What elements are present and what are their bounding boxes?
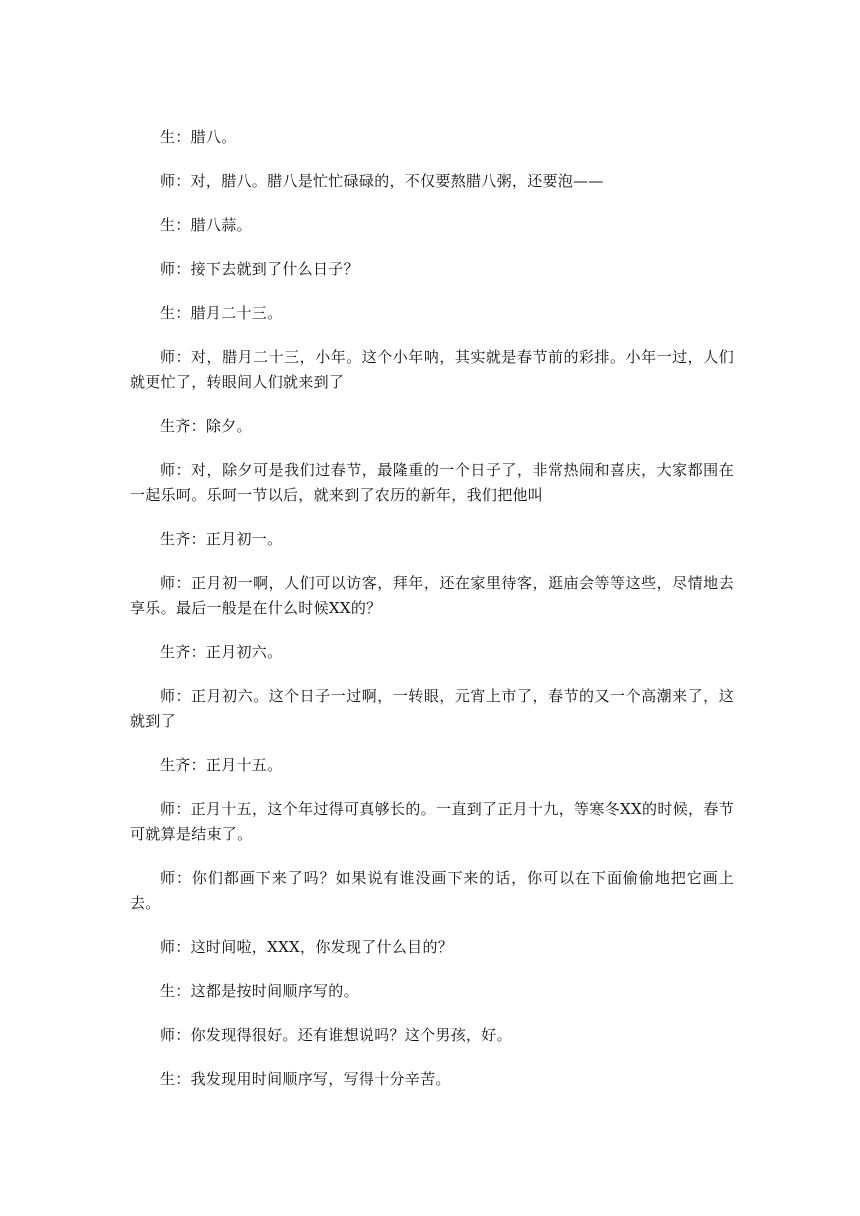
dialogue-paragraph: 生齐：正月十五。 <box>160 756 283 774</box>
dialogue-paragraph: 生：腊八蒜。 <box>160 216 252 234</box>
dialogue-paragraph: 师：正月十五，这个年过得可真够长的。一直到了正月十九，等寒冬XX的时候，春节可就算是结束了。 <box>130 800 734 843</box>
dialogue-paragraph: 生：这都是按时间顺序写的。 <box>160 982 359 1000</box>
dialogue-paragraph: 师：正月初六。这个日子一过啊，一转眼，元宵上市了，春节的又一个高潮来了，这就到了 <box>130 687 734 730</box>
document-body <box>130 125 734 1111</box>
dialogue-paragraph: 生齐：正月初一。 <box>160 530 283 548</box>
dialogue-paragraph: 生：我发现用时间顺序写，写得十分辛苦。 <box>160 1070 451 1088</box>
dialogue-paragraph: 师：正月初一啊，人们可以访客，拜年，还在家里待客，逛庙会等等这些，尽情地去享乐。最后一般是在什么时候XX的？ <box>130 574 734 617</box>
dialogue-paragraph: 师：接下去就到了什么日子？ <box>160 260 359 278</box>
dialogue-paragraph: 师：你们都画下来了吗？如果说有谁没画下来的话，你可以在下面偷偷地把它画上去。 <box>130 869 734 912</box>
dialogue-paragraph: 师：这时间啦，XXX，你发现了什么目的？ <box>160 938 454 956</box>
dialogue-paragraph: 师：你发现得很好。还有谁想说吗？这个男孩，好。 <box>160 1026 512 1044</box>
dialogue-paragraph: 师：对，腊月二十三，小年。这个小年呐，其实就是春节前的彩排。小年一过，人们就更忙了，转眼间人们就来到了 <box>130 348 734 391</box>
dialogue-paragraph: 生：腊月二十三。 <box>160 304 283 322</box>
dialogue-paragraph: 师：对，腊八。腊八是忙忙碌碌的，不仅要熬腊八粥，还要泡—— <box>160 172 604 190</box>
dialogue-paragraph: 生齐：除夕。 <box>160 417 252 435</box>
dialogue-paragraph: 生：腊八。 <box>160 128 237 146</box>
dialogue-paragraph: 生齐：正月初六。 <box>160 643 283 661</box>
dialogue-paragraph: 师：对，除夕可是我们过春节，最隆重的一个日子了，非常热闹和喜庆，大家都围在一起乐呵。乐呵一节以后，就来到了农历的新年，我们把他叫 <box>130 461 734 504</box>
